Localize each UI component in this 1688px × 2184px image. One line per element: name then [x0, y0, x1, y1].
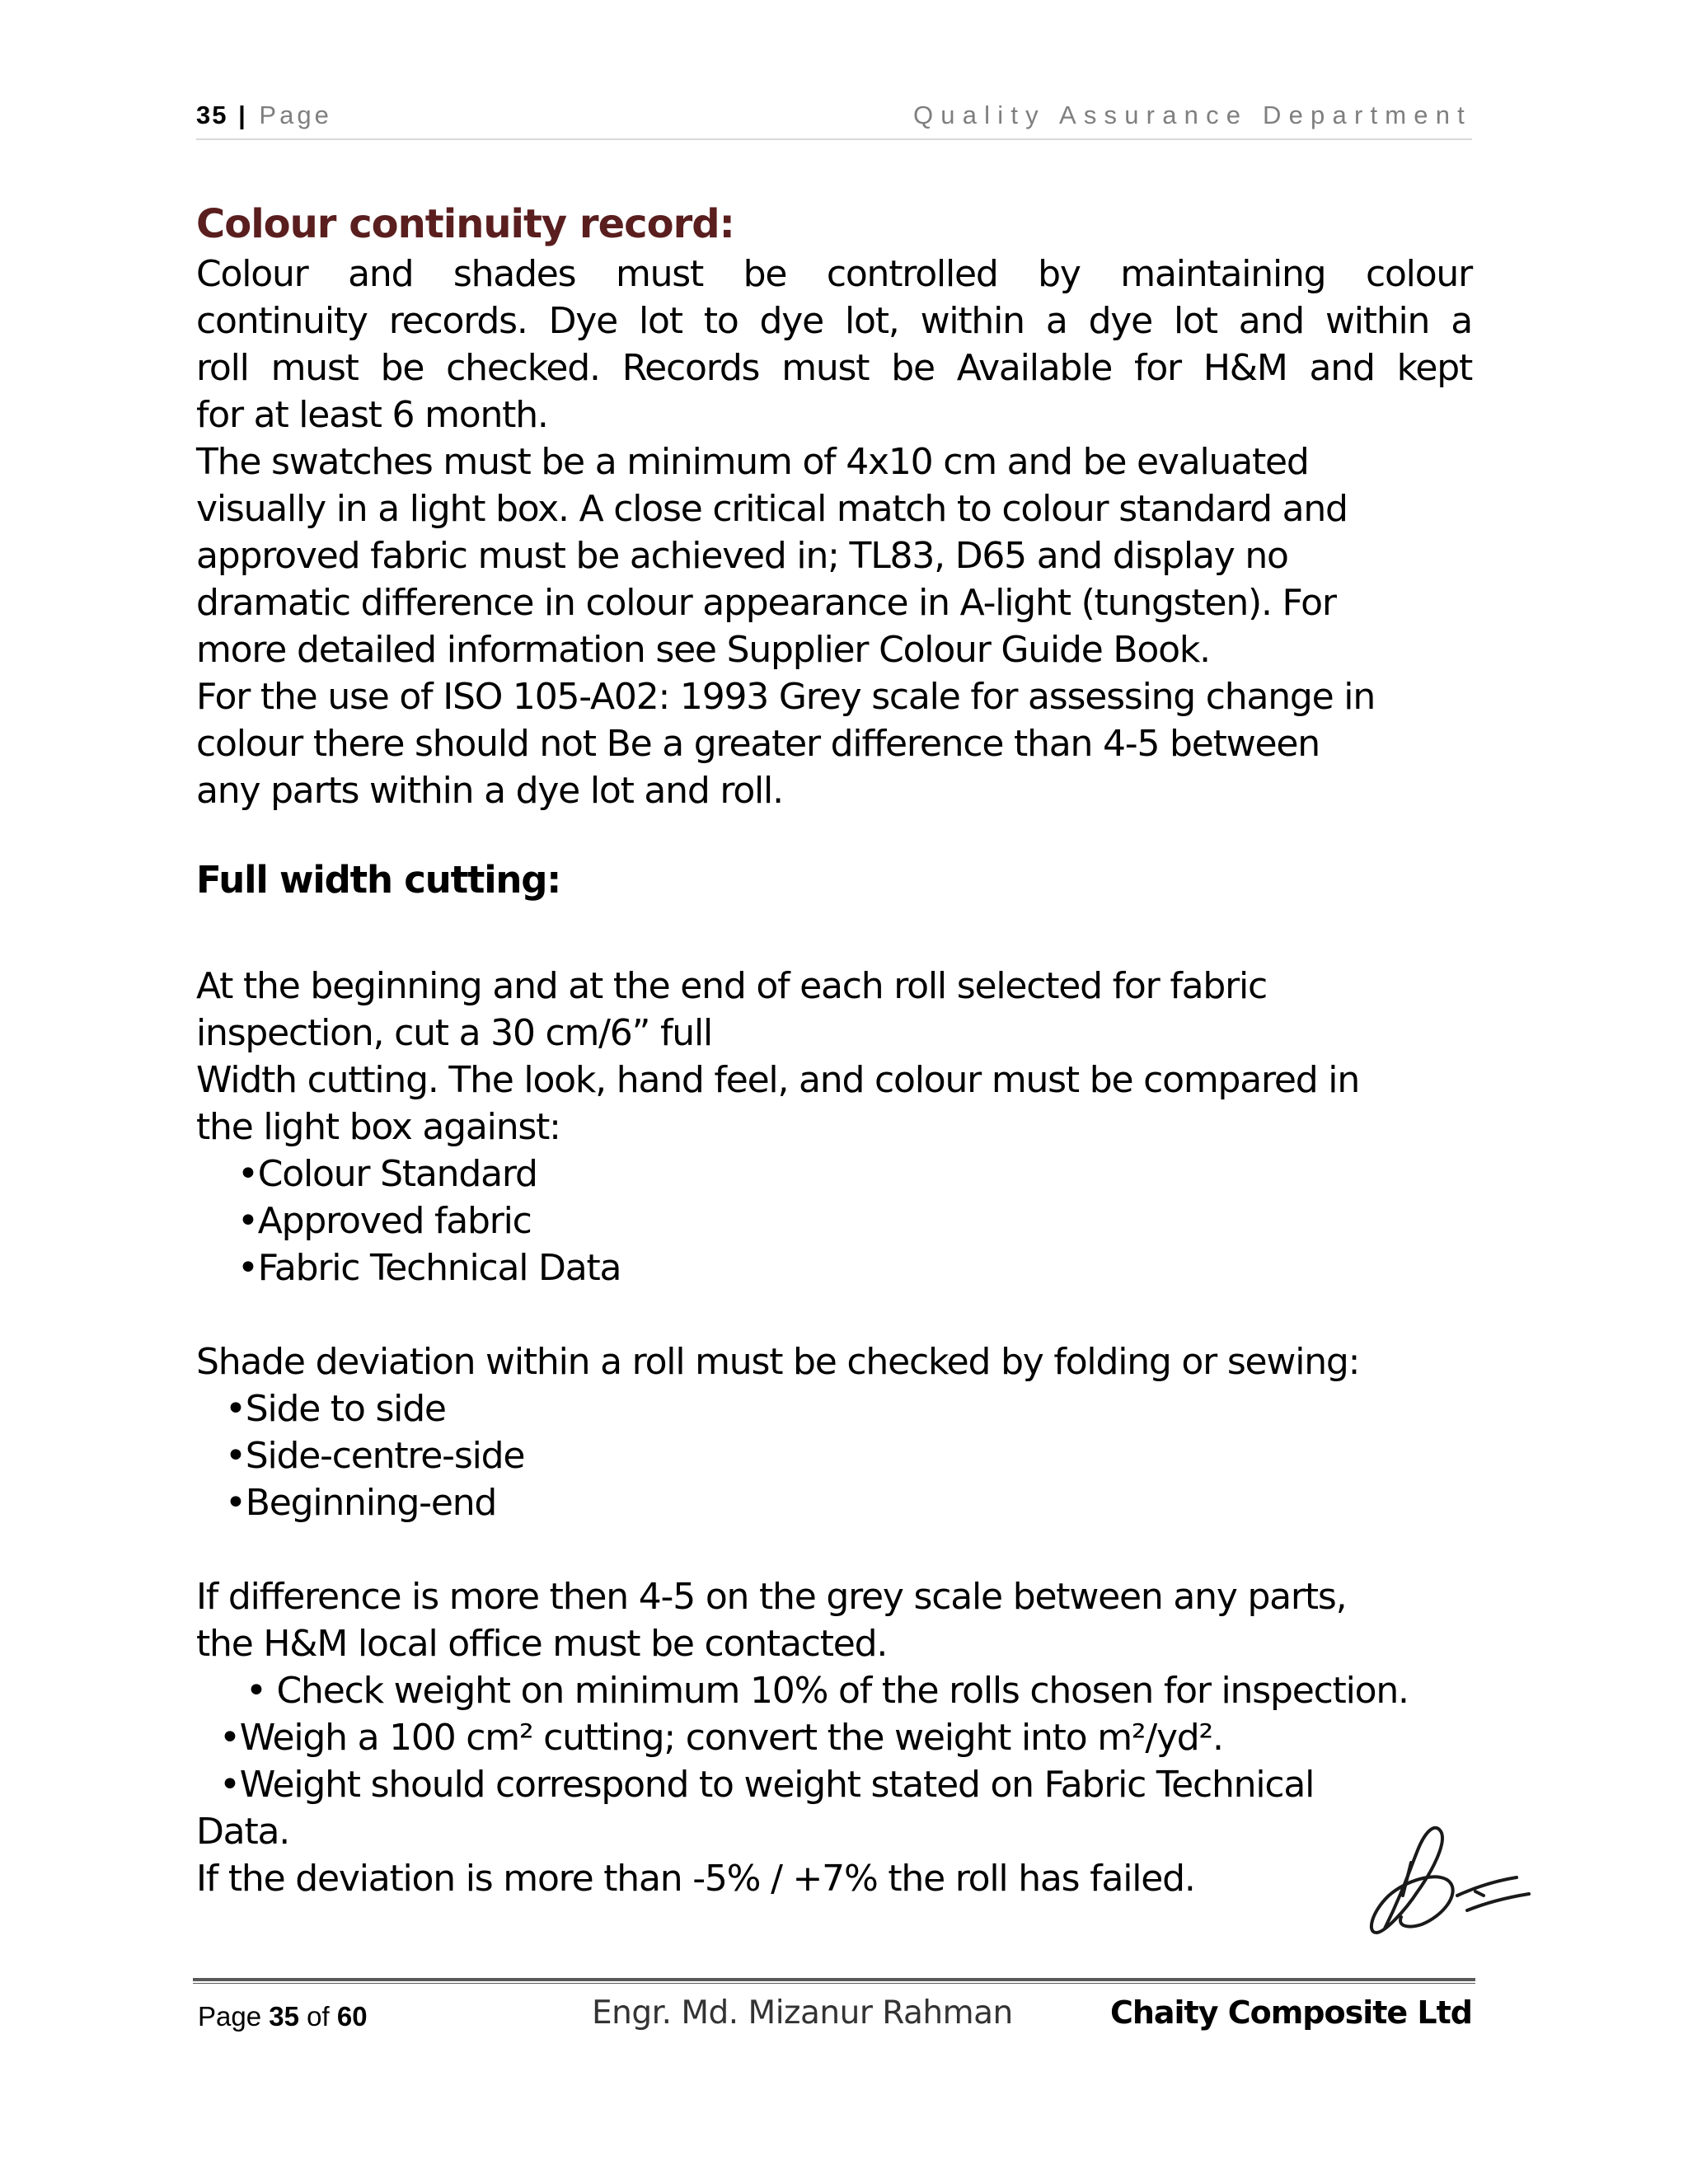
cutting-intro-line: the light box against:: [196, 1106, 560, 1148]
colour-heading: Colour continuity record:: [196, 201, 734, 247]
list-item: •Side to side: [225, 1388, 446, 1430]
shade-list: [196, 1385, 1472, 1526]
colour-para-2-line: approved fabric must be achieved in; TL83, D65 and display no: [196, 535, 1288, 577]
list-item: •Colour Standard: [237, 1153, 537, 1195]
footer-page-count: [198, 2001, 368, 2032]
colour-para-3: [196, 673, 1472, 814]
colour-para-2-line: visually in a light box. A close critical match to colour standard and: [196, 488, 1348, 530]
list-item: •Weight should correspond to weight stated on Fabric Technical: [219, 1764, 1315, 1806]
shade-intro: Shade deviation within a roll must be checked by folding or sewing:: [196, 1341, 1360, 1383]
colour-para-1-line: Colour and shades must be controlled by maintaining colour: [196, 253, 1472, 295]
list-item: •Side-centre-side: [225, 1435, 525, 1477]
difference-para: [196, 1573, 1472, 1667]
header-page-num: 35: [196, 101, 228, 129]
footer-page-of: of: [307, 2001, 330, 2032]
cutting-intro: [196, 963, 1472, 1151]
list-item: •Beginning-end: [225, 1482, 497, 1524]
list-item: • Check weight on minimum 10% of the rolls chosen for inspection.: [246, 1670, 1409, 1712]
compare-list: [196, 1151, 1472, 1291]
header-separator: |: [238, 101, 249, 129]
cutting-intro-line: At the beginning and at the end of each roll selected for fabric: [196, 965, 1268, 1007]
colour-para-1-line: roll must be checked. Records must be Available for H&M and kept: [196, 347, 1472, 389]
page-header: [196, 97, 1472, 140]
signature-image: [1352, 1772, 1558, 1970]
colour-para-1: [196, 251, 1472, 438]
header-department: Quality Assurance Department: [912, 101, 1472, 129]
deviation-line: If the deviation is more than -5% / +7% the roll has failed.: [196, 1858, 1195, 1900]
list-item: •Fabric Technical Data: [237, 1247, 621, 1289]
colour-para-1-line: continuity records. Dye lot to dye lot, within a dye lot and within a: [196, 300, 1472, 342]
footer-page-current: 35: [269, 2001, 299, 2032]
list-item: •Approved fabric: [237, 1200, 532, 1242]
colour-para-2: [196, 438, 1472, 673]
colour-para-1-line: for at least 6 month.: [196, 394, 548, 436]
footer-page-total: 60: [336, 2001, 368, 2032]
difference-line: the H&M local office must be contacted.: [196, 1623, 888, 1665]
list-item: •Weigh a 100 cm² cutting; convert the weight into m²/yd².: [219, 1717, 1223, 1759]
page-content: [196, 198, 1472, 1902]
colour-para-2-line: The swatches must be a minimum of 4x10 cm and be evaluated: [196, 441, 1309, 483]
cutting-intro-line: inspection, cut a 30 cm/6” full: [196, 1012, 713, 1054]
colour-para-2-line: more detailed information see Supplier Colour Guide Book.: [196, 629, 1210, 671]
footer-rule: [193, 1978, 1475, 1981]
difference-line: If difference is more then 4-5 on the grey scale between any parts,: [196, 1576, 1347, 1618]
cutting-intro-line: Width cutting. The look, hand feel, and colour must be compared in: [196, 1059, 1359, 1101]
footer-page-label: Page: [198, 2001, 262, 2032]
colour-para-2-line: dramatic difference in colour appearance in A-light (tungsten). For: [196, 582, 1336, 624]
colour-para-3-line: any parts within a dye lot and roll.: [196, 770, 783, 812]
footer-company: Chaity Composite Ltd: [1109, 1994, 1472, 2031]
colour-para-3-line: For the use of ISO 105-A02: 1993 Grey scale for assessing change in: [196, 676, 1376, 718]
weigh-continuation: Data.: [196, 1811, 290, 1853]
header-page-number: [196, 101, 332, 130]
header-page-word: Page: [259, 101, 332, 129]
footer-rule-thin: [193, 1983, 1475, 1984]
cutting-heading: Full width cutting:: [196, 858, 561, 902]
footer-author: Engr. Md. Mizanur Rahman: [592, 1994, 1013, 2032]
colour-para-3-line: colour there should not Be a greater difference than 4-5 between: [196, 723, 1320, 765]
